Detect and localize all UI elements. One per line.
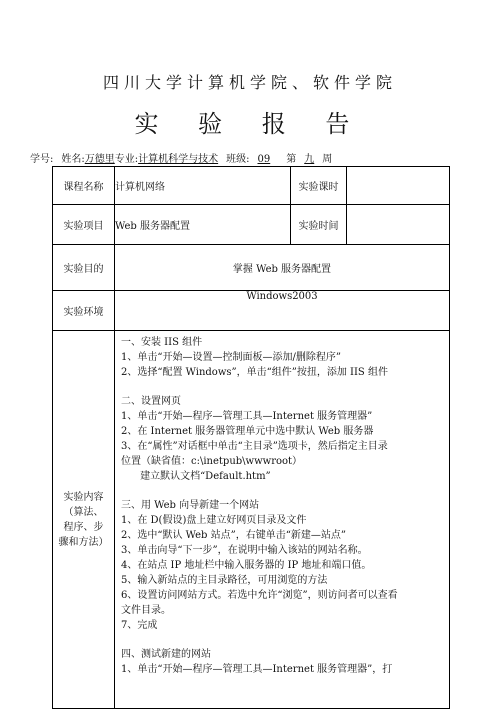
course-name-value: 计算机网络 [115, 167, 291, 205]
report-title: 实 验 报 告 [134, 110, 366, 138]
env-label: 实验环境 [53, 291, 115, 331]
purpose-value: 掌握 Web 服务器配置 [115, 245, 450, 291]
name-value: 万德里 [84, 154, 115, 165]
content-body [115, 331, 450, 709]
name-label: 姓名: [61, 154, 85, 165]
project-label: 实验项目 [53, 205, 115, 245]
table-row [53, 245, 450, 291]
purpose-label: 实验目的 [53, 245, 115, 291]
content-line: 2、在 Internet 服务器管理单元中选中默认 Web 服务器 [121, 426, 374, 437]
env-value: Windows2003 [115, 291, 450, 331]
student-info-line [30, 150, 490, 165]
table-row [53, 291, 450, 331]
content-label-line: （算法、 [63, 506, 104, 518]
time-value [347, 205, 450, 245]
content-line: 三、用 Web 向导新建一个网站 [121, 500, 260, 511]
content-line: 7、完成 [121, 620, 158, 631]
week-prefix: 第 [286, 154, 297, 165]
time-label: 实验时间 [291, 205, 347, 245]
week-suffix: 周 [322, 154, 333, 165]
student-id-label: 学号: [30, 154, 54, 165]
content-line: 3、单击向导“下一步”，在说明中输入该站的网站名称。 [121, 545, 368, 556]
hours-label: 实验课时 [291, 167, 347, 205]
hours-value [347, 167, 450, 205]
week-value: 九 [304, 154, 315, 165]
content-label-line: 实验内容 [63, 491, 104, 503]
content-line: 二、设置网页 [121, 396, 181, 407]
university-name: 四川大学计算机学院、软件学院 [102, 73, 397, 92]
blank-line [121, 484, 443, 498]
class-value: 09 [257, 154, 271, 165]
content-line: 1、在 D(假设)盘上建立好网页目录及文件 [121, 515, 307, 526]
content-line: 2、选择“配置 Windows”，单击“组件”按扭，添加 IIS 组件 [121, 367, 388, 378]
content-line: 一、安装 IIS 组件 [121, 337, 203, 348]
course-name-label: 课程名称 [53, 167, 115, 205]
content-line: 位置（缺省值：c:\inetpub\wwwroot） [121, 456, 303, 467]
table-row [53, 205, 450, 245]
content-line: 1、单击“开始—程序—管理工具—Internet 服务管理器” [121, 411, 373, 422]
content-line: 6、设置访问网站方式。若选中允许“浏览”，则访问者可以查看 [121, 590, 398, 601]
content-line: 文件目录。 [121, 605, 171, 616]
content-line: 四、测试新建的网站 [121, 649, 211, 660]
class-label: 班级: [226, 154, 250, 165]
content-line: 4、在站点 IP 地址栏中输入服务器的 IP 地址和端口值。 [121, 560, 372, 571]
content-line: 1、单击“开始—程序—管理工具—Internet 服务管理器”，打 [121, 664, 393, 675]
blank-line [121, 380, 443, 394]
content-line: 2、选中“默认 Web 站点”，右键单击“新建—站点” [121, 530, 346, 541]
content-lines [121, 335, 443, 708]
content-line: 建立默认文档“Default.htm” [121, 471, 271, 482]
content-line: 1、单击“开始—设置—控制面板—添加/删除程序” [121, 352, 341, 363]
content-line: 5、输入新站点的主目录路径，可用浏览的方法 [121, 575, 328, 586]
major-label: 专业: [114, 154, 139, 165]
content-line: 3、在“属性”对话框中单击“主目录”选项卡，然后指定主目录 [121, 441, 388, 452]
project-value: Web 服务器配置 [115, 205, 291, 245]
content-label-line: 骤和方法） [58, 536, 109, 548]
content-label-line: 程序、步 [63, 521, 104, 533]
report-table [52, 166, 450, 709]
blank-line [121, 633, 443, 647]
table-row [53, 167, 450, 205]
major-value: 计算机科学与技术 [138, 154, 219, 165]
table-row [53, 331, 450, 709]
content-label [53, 331, 115, 709]
